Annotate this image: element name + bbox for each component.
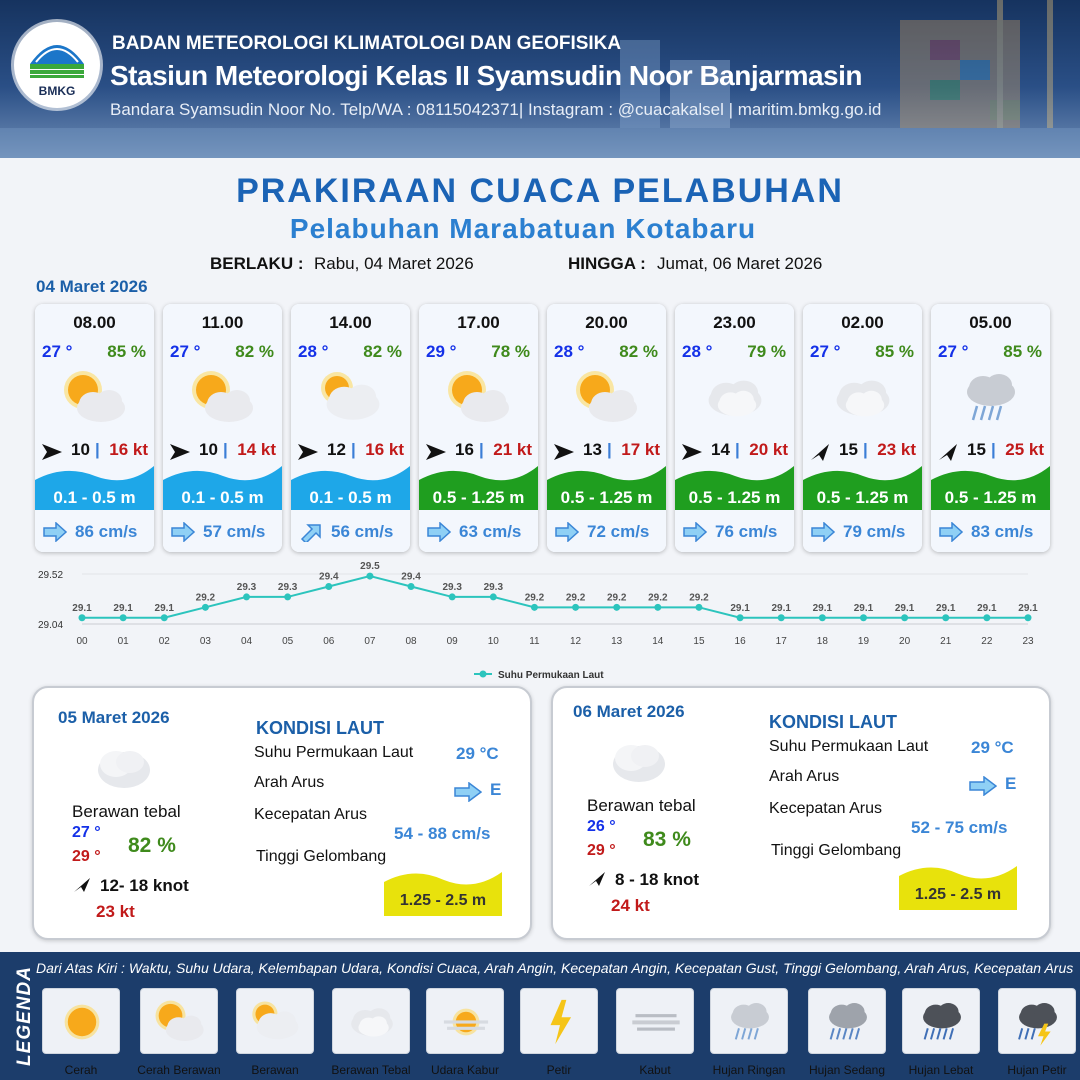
wave-label: Tinggi Gelombang [771,842,902,859]
chart-point [654,604,661,611]
chart-data-label: 29.1 [730,602,750,614]
hujan-ringan-icon [953,366,1029,430]
air-temperature: 28 ° [554,342,585,361]
chart-data-label: 29.2 [606,592,627,604]
chart-point [408,583,415,590]
sea-condition-heading: KONDISI LAUT [256,718,384,738]
forecast-time: 17.00 [457,313,500,332]
current-arrow-east-icon [555,522,579,542]
cerah-berawan-icon [569,366,645,430]
humidity: 79 % [747,342,786,361]
chart-data-label: 29.3 [277,581,298,593]
sst-label: Suhu Permukaan Laut [769,738,929,755]
legend-item-label: Petir [546,1063,572,1077]
current-arrow-east-icon [683,522,707,542]
chart-data-label: 29.1 [154,602,174,614]
outlook-card-day3 [551,686,1051,940]
chart-data-label: 29.1 [113,602,133,614]
hujan-petir-icon [1008,994,1068,1050]
current-arrow-east-icon [171,522,195,542]
current-row [163,519,282,545]
chart-x-tick-label: 06 [323,636,335,647]
wind-row [291,440,410,464]
wind-speed: 12 [327,440,346,459]
cerah-berawan-icon [185,366,261,430]
chart-point [860,614,867,621]
current-arrow-east-icon [939,522,963,542]
wave-value: 1.25 - 2.5 m [399,892,487,909]
legend-item [140,988,218,1054]
wind-speed: 16 [455,440,474,459]
current-row [291,519,410,545]
sst-label: Suhu Permukaan Laut [254,744,414,761]
bmkg-logo [14,22,100,108]
berawan-tebal-icon [605,732,677,788]
wind-separator: | [223,440,228,459]
wind-gust: 21 kt [493,440,532,459]
wind-separator: | [479,440,484,459]
station-contact: Bandara Syamsudin Noor No. Telp/WA : 08115042371| Instagram : @cuacakalsel | maritim.bmkg.go.id [110,100,882,119]
chart-point [531,604,538,611]
legend-item [42,988,120,1054]
chart-data-label: 29.1 [936,602,956,614]
wind-arrow-east-icon [681,442,703,462]
outlook-humidity: 83 % [643,828,691,851]
chart-data-label: 29.2 [195,592,216,604]
chart-legend-label: Suhu Permukaan Laut [498,670,604,681]
berawan-tebal-icon [825,366,901,430]
chart-point [613,604,620,611]
forecast-time: 11.00 [201,313,244,332]
chart-x-tick-label: 07 [364,636,376,647]
wave-height: 0.5 - 1.25 m [688,488,781,507]
wind-separator: | [607,440,612,459]
valid-to-value: Jumat, 06 Maret 2026 [657,254,823,273]
current-arrow-northeast-icon [299,522,323,542]
sea-temp-chart-svg [34,562,1046,682]
outlook-temp-min: 27 ° [72,824,101,841]
outlook-date: 06 Maret 2026 [573,702,685,721]
chart-point [695,604,702,611]
current-speed-label: Kecepatan Arus [769,800,882,817]
chart-x-tick-label: 08 [405,636,417,647]
berawan-tebal-icon [90,738,162,794]
chart-x-tick-label: 16 [734,636,746,647]
legend-item-label: Berawan Tebal [331,1063,411,1077]
wave-label: Tinggi Gelombang [256,848,387,865]
chart-point [325,583,332,590]
wind-arrow-east-icon [169,442,191,462]
air-temperature: 27 ° [42,342,73,361]
chart-x-tick-label: 00 [76,636,88,647]
hujan-lebat-icon [912,994,972,1050]
berawan-icon [246,994,306,1050]
wave-height: 0.1 - 0.5 m [309,488,392,507]
current-speed: 57 cm/s [203,522,266,541]
wave-height: 0.5 - 1.25 m [560,488,653,507]
current-speed-value: 52 - 75 cm/s [911,818,1008,837]
chart-x-tick-label: 23 [1022,636,1034,647]
current-arrow-east-icon [811,522,835,542]
forecast-card [675,304,794,552]
wind-arrow-northeast-icon [72,876,92,894]
chart-point [778,614,785,621]
legend-item-label: Cerah Berawan [137,1063,221,1077]
current-row [419,519,538,545]
chart-point [161,614,168,621]
chart-data-label: 29.4 [401,571,421,583]
chart-x-tick-label: 03 [199,636,211,647]
chart-data-label: 29.2 [648,592,668,604]
chart-point [901,614,908,621]
port-name: Pelabuhan Marabatuan Kotabaru [289,213,757,244]
forecast-time: 23.00 [713,313,756,332]
current-speed: 86 cm/s [75,522,138,541]
petir-icon [530,994,590,1050]
current-speed: 56 cm/s [331,522,394,541]
chart-point [202,604,209,611]
bmkg-emblem-icon [14,22,100,84]
chart-data-label: 29.2 [524,592,545,604]
chart-point [490,593,497,600]
chart-point [120,614,127,621]
legend-item [710,988,788,1054]
current-arrow-east-icon [454,782,482,802]
chart-data-label: 29.2 [689,592,709,604]
wind-gust: 16 kt [365,440,404,459]
berawan-icon [313,366,389,430]
humidity: 85 % [1003,342,1042,361]
chart-data-label: 29.1 [771,602,791,614]
berawan-tebal-icon [697,366,773,430]
legend-item [236,988,314,1054]
legend-item [520,988,598,1054]
legend-description: Dari Atas Kiri : Waktu, Suhu Udara, Kelembapan Udara, Kondisi Cuaca, Arah Angin, Kecepatan Angin, Kecepatan Gust, Tinggi Gelombang, Arah Arus, Kecepatan Arus [36,960,1074,976]
humidity: 82 % [235,342,274,361]
udara-kabur-icon [436,994,496,1050]
air-temperature: 28 ° [682,342,713,361]
outlook-condition: Berawan tebal [587,796,696,815]
chart-data-label: 29.1 [812,602,833,614]
logo-text: BMKG [38,84,76,98]
outlook-wind: 12- 18 knot [100,876,189,895]
chart-point [819,614,826,621]
humidity: 82 % [363,342,402,361]
chart-data-label: 29.1 [1018,602,1038,614]
legend-item [616,988,694,1054]
current-speed: 63 cm/s [459,522,522,541]
chart-x-tick-label: 18 [816,636,828,647]
wind-arrow-east-icon [553,442,575,462]
humidity: 85 % [875,342,914,361]
kabut-icon [626,994,686,1050]
chart-point [284,593,291,600]
chart-x-tick-label: 17 [775,636,787,647]
forecast-card [931,304,1050,552]
current-speed: 76 cm/s [715,522,778,541]
forecast-time: 05.00 [969,313,1012,332]
chart-x-tick-label: 02 [158,636,170,647]
chart-point [983,614,990,621]
chart-data-label: 29.5 [360,562,380,573]
chart-data-label: 29.4 [319,571,339,583]
forecast-card [547,304,666,552]
chart-point [737,614,744,621]
outlook-gust: 23 kt [96,902,135,921]
forecast-date: 04 Maret 2026 [36,277,148,296]
wind-arrow-east-icon [425,442,447,462]
outlook-date: 05 Maret 2026 [58,708,170,727]
current-row [675,519,794,545]
wave-value: 1.25 - 2.5 m [914,886,1002,903]
wave-height: 0.5 - 1.25 m [944,488,1037,507]
forecast-time: 20.00 [585,313,628,332]
wave-height: 0.5 - 1.25 m [432,488,525,507]
current-speed: 83 cm/s [971,522,1034,541]
forecast-card [803,304,922,552]
wave-height: 0.1 - 0.5 m [53,488,136,507]
current-arrow-east-icon [427,522,451,542]
forecast-card [35,304,154,552]
humidity: 82 % [619,342,658,361]
humidity: 85 % [107,342,146,361]
current-row [931,519,1050,545]
chart-point [243,593,250,600]
chart-x-tick-label: 01 [117,636,129,647]
wind-row [803,440,922,464]
legend-panel [0,952,1080,1080]
wave-height: 0.1 - 0.5 m [181,488,264,507]
outlook-wind: 8 - 18 knot [615,870,700,889]
chart-data-label: 29.1 [894,602,915,614]
wind-separator: | [863,440,868,459]
legend-title: LEGENDA [14,966,35,1066]
outlook-condition: Berawan tebal [72,802,181,821]
wind-arrow-northeast-icon [587,870,607,888]
chart-x-tick-label: 15 [693,636,705,647]
wind-gust: 16 kt [109,440,148,459]
forecast-time: 02.00 [841,313,884,332]
chart-y-tick-label: 29.04 [38,620,64,631]
wind-arrow-east-icon [297,442,319,462]
legend-item-label: Berawan [251,1063,299,1077]
legend-item [998,988,1076,1054]
current-row [547,519,666,545]
chart-x-tick-label: 13 [611,636,623,647]
wind-row [163,440,282,464]
air-temperature: 27 ° [810,342,841,361]
chart-point [1025,614,1032,621]
current-speed: 79 cm/s [843,522,906,541]
chart-data-label: 29.1 [72,602,92,614]
cerah-berawan-icon [57,366,133,430]
chart-point [942,614,949,621]
hujan-ringan-icon [720,994,780,1050]
wind-row [419,440,538,464]
current-dir-label: Arah Arus [254,774,325,791]
chart-data-label: 29.1 [977,602,997,614]
current-row [803,519,922,545]
cerah-icon [52,994,112,1050]
forecast-time: 08.00 [73,313,116,332]
cerah-berawan-icon [150,994,210,1050]
wind-arrow-northeast-icon [937,442,959,462]
page-title: PRAKIRAAN CUACA PELABUHAN [236,172,844,210]
chart-point [449,593,456,600]
outlook-gust: 24 kt [611,896,650,915]
wind-row [931,440,1050,464]
chart-x-tick-label: 04 [240,636,253,647]
chart-point [366,573,373,580]
air-temperature: 27 ° [170,342,201,361]
wind-separator: | [95,440,100,459]
wind-gust: 23 kt [877,440,916,459]
legend-item-label: Hujan Lebat [908,1063,974,1077]
chart-x-tick-label: 20 [899,636,911,647]
wind-separator: | [735,440,740,459]
air-temperature: 29 ° [426,342,457,361]
chart-x-tick-label: 10 [487,636,499,647]
wind-speed: 15 [967,440,986,459]
forecast-card [291,304,410,552]
chart-x-tick-label: 14 [652,636,664,647]
air-temperature: 28 ° [298,342,329,361]
wind-speed: 15 [839,440,858,459]
current-arrow-east-icon [43,522,67,542]
outlook-temp-max: 29 ° [587,842,616,859]
chart-series-line [82,576,1028,618]
chart-x-tick-label: 05 [282,636,294,647]
current-dir-label: Arah Arus [769,768,840,785]
current-arrow-east-icon [969,776,997,796]
chart-data-label: 29.1 [853,602,874,614]
chart-x-tick-label: 11 [529,636,540,647]
wind-speed: 10 [199,440,218,459]
hujan-sedang-icon [818,994,878,1050]
legend-item-label: Hujan Sedang [808,1063,886,1077]
wind-row [547,440,666,464]
legend-item [332,988,410,1054]
wind-arrow-northeast-icon [809,442,831,462]
wind-gust: 25 kt [1005,440,1044,459]
wind-gust: 14 kt [237,440,276,459]
wind-gust: 17 kt [621,440,660,459]
current-dir-value: E [1005,774,1017,793]
cerah-berawan-icon [441,366,517,430]
legend-item-label: Hujan Petir [1007,1063,1067,1077]
chart-legend-marker [480,671,487,678]
outlook-temp-min: 26 ° [587,818,616,835]
chart-data-label: 29.2 [565,592,586,604]
chart-x-tick-label: 12 [570,636,582,647]
legend-item-label: Udara Kabur [430,1063,500,1077]
outlook-humidity: 82 % [128,834,176,857]
humidity: 78 % [491,342,530,361]
legend-item [426,988,504,1054]
current-row [35,519,154,545]
valid-from-label: BERLAKU : [210,254,304,273]
header-banner [0,0,1080,158]
chart-data-label: 29.3 [236,581,257,593]
wind-speed: 13 [583,440,602,459]
legend-item-label: Kabut [639,1063,671,1077]
chart-data-label: 29.3 [483,581,504,593]
air-temperature: 27 ° [938,342,969,361]
current-speed: 72 cm/s [587,522,650,541]
wind-row [675,440,794,464]
station-name: Stasiun Meteorologi Kelas II Syamsudin Noor Banjarmasin [110,60,863,91]
chart-data-label: 29.3 [442,581,462,593]
forecast-card [163,304,282,552]
valid-from-value: Rabu, 04 Maret 2026 [314,254,474,273]
chart-x-tick-label: 09 [446,636,458,647]
forecast-time: 14.00 [329,313,372,332]
legend-item-label: Hujan Ringan [712,1063,786,1077]
forecast-card [419,304,538,552]
wind-speed: 10 [71,440,90,459]
sea-temp-chart [34,562,1046,682]
legend-item-label: Cerah [64,1063,98,1077]
valid-to-label: HINGGA : [568,254,646,273]
legend-item [808,988,886,1054]
current-dir-value: E [490,780,502,799]
current-speed-label: Kecepatan Arus [254,806,367,823]
wind-separator: | [991,440,996,459]
legend-item [902,988,980,1054]
wave-height: 0.5 - 1.25 m [816,488,909,507]
sea-condition-heading: KONDISI LAUT [769,712,897,732]
berawan-tebal-icon [342,994,402,1050]
chart-point [572,604,579,611]
current-speed-value: 54 - 88 cm/s [394,824,491,843]
wind-row [35,440,154,464]
outlook-card-day2 [32,686,532,940]
chart-x-tick-label: 22 [981,636,993,647]
sst-value: 29 °C [971,738,1014,757]
chart-y-tick-label: 29.52 [38,570,64,581]
chart-point [79,614,86,621]
organization-name: BADAN METEOROLOGI KLIMATOLOGI DAN GEOFISIKA [112,33,622,54]
wind-separator: | [351,440,356,459]
wind-arrow-east-icon [41,442,63,462]
chart-x-tick-label: 21 [940,636,952,647]
wind-speed: 14 [711,440,730,459]
chart-x-tick-label: 19 [857,636,870,647]
sst-value: 29 °C [456,744,499,763]
wind-gust: 20 kt [749,440,788,459]
outlook-temp-max: 29 ° [72,848,101,865]
